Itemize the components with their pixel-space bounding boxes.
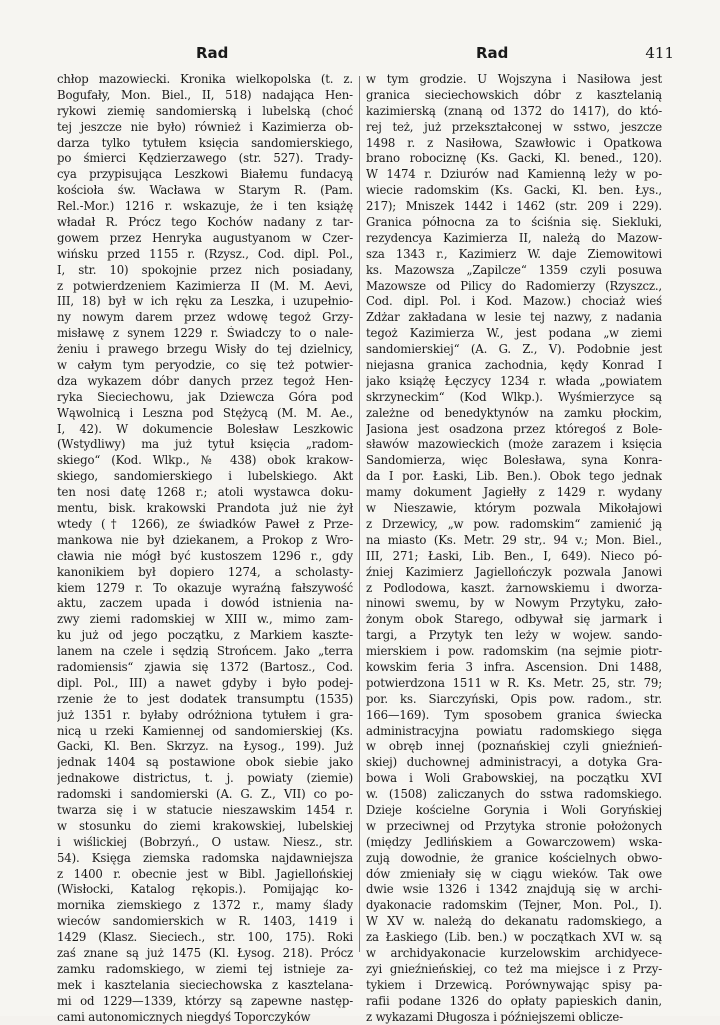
text-line: żonym obok Starego, odbywał się jarmark i [366,612,662,627]
text-line: skrzyneckim“ (Kod Wlkp.). Wyśmierzyce są [366,389,662,404]
text-line: sandomierskiej“ (A. G. Z., V). Podobnie jest [366,342,662,357]
text-line: I, str. 10) spokojnie przez nich posiadany, [57,262,353,277]
text-line: kanonikiem był dopiero 1274, a scholasty- [57,564,353,579]
text-line: 1429 (Klasz. Sieciech., str. 100, 175). Roki [57,930,353,945]
text-line: zaś znane są już 1475 (Kl. Łysog. 218). Prócz [57,945,353,960]
running-head-left: Rad [196,44,229,62]
text-line: kowskim feria 3 infra. Ascension. Dni 1488, [366,659,662,674]
column-divider [359,76,360,952]
text-line: w tym grodzie. U Wojszyna i Nasiłowa jest [366,72,662,86]
text-line: już 1351 r. byłaby odróżniona tytułem i gra- [57,707,353,722]
page-number: 411 [645,44,674,62]
text-line: Rel.-Mor.) 1216 r. wskazuje, że i ten książę [57,199,353,214]
text-line: Zdżar zakładana w lesie tej nazwy, z nadania [366,310,662,325]
text-line: w przeciwnej od Przytyka stronie położonych [366,818,662,833]
text-line: skiego, sandomierskiego i lubelskiego. Akt [57,469,353,484]
text-line: lanem na czele i sędzią Strońcem. Jako „terra [57,644,353,659]
text-line: 217); Mniszek 1442 i 1462 (str. 209 i 229). [366,199,662,214]
text-line: mi od 1229—1339, którzy są zapewne następ- [57,993,353,1008]
text-line: i wiślickiej (Bobrzyń., O ustaw. Niesz., str. [57,834,353,849]
text-line: dza wykazem dóbr danych przez tegoż Hen- [57,373,353,388]
text-line: III, 271; Łaski, Lib. Ben., I, 649). Nieco pó- [366,548,662,563]
text-line: wtedy († 1266), ze świadków Paweł z Prze- [57,516,353,531]
text-line: (Wisłocki, Katalog rękopis.). Pomijając ko- [57,882,353,897]
text-line: targi, a Przytyk ten leży w wojew. sando- [366,628,662,643]
text-line: w obręb innej (poznańskiej czyli gnieźnień- [366,739,662,754]
text-line: 54). Księga ziemska radomska najdawniejsza [57,850,353,865]
text-line: w całym tym peryodzie, co się też potwier- [57,358,353,373]
text-line: mamy dokument Jagiełły z 1429 r. wydany [366,485,662,500]
text-line: twarza się i w statucie nieszawskim 1454 r. [57,802,353,817]
text-line: dwie wsie 1326 i 1342 znajdują się w archi- [366,882,662,897]
text-line: tykiem i Drzewicą. Porównywając spisy pa- [366,977,662,992]
text-line: W XV w. należą do dekanatu radomskiego, a [366,914,662,929]
text-line: kościoła św. Wacława w Starym R. (Pam. [57,183,353,198]
text-line: dyakonacie radomskim (Tejner, Mon. Pol., I). [366,898,662,913]
text-line: W 1474 r. Dziurów nad Kamienną leży w po- [366,167,662,182]
text-line: zamku radomskiego, w ziemi tej istnieje za- [57,961,353,976]
text-line: gowem przez Henryka augustyanom w Czer- [57,230,353,245]
text-line: rezydencya Kazimierza II, należą do Mazow- [366,230,662,245]
text-line: misławę z synem 1229 r. Świadczy to o nale- [57,326,353,341]
text-line: aktu, zaczem upada i dowód istnienia na- [57,596,353,611]
text-line: radomski i sandomierski (A. G. Z., VII) co po- [57,787,353,802]
text-line: ny nowym darem przez wdowę tegoż Grzy- [57,310,353,325]
text-line: sza 1343 r., Kazimierz W. daje Ziemowitowi [366,246,662,261]
text-line: skiego“ (Kod. Wlkp., № 438) obok krakow- [57,453,353,468]
text-line: Wąwolnicą i Leszna pod Stężycą (M. M. Ae., [57,405,353,420]
text-line: cya przypisująca Leszkowi Białemu fundacyą [57,167,353,182]
text-line: granica sieciechowskich dóbr z kasztelanią [366,87,662,102]
text-line: zależne od benedyktynów na zamku płockim, [366,405,662,420]
text-line: wiecie radomskim (Ks. Gacki, Kl. ben. Łys., [366,183,662,198]
text-line: rykowi ziemię sandomierską i lubelską (choć [57,103,353,118]
text-line: mierskiem i pow. radomskim (na sejmie piotr- [366,644,662,659]
text-line: dów zmieniały się w ciągu wieków. Tak owe [366,866,662,881]
text-line: władał R. Prócz tego Kochów nadany z tar- [57,215,353,230]
text-line: potwierdzona 1511 w R. Ks. Metr. 25, str. 79; [366,675,662,690]
text-line: zują dowodnie, że granice kościelnych obwo- [366,850,662,865]
text-line: III, 18) był w ich ręku za Leszka, i uzupełnio- [57,294,353,309]
text-line: bowa i Woli Grabowskiej, na początku XVI [366,771,662,786]
left-column [57,72,353,1025]
text-line: rzenie że to jest dodatek transumptu (1535) [57,691,353,706]
text-line: kiem 1279 r. To okazuje wyraźną fałszywość [57,580,353,595]
text-line: rafii podane 1326 do opłaty papieskich danin, [366,993,662,1008]
text-line: 1498 r. z Nasiłowa, Szawłowic i Opatkowa [366,135,662,150]
text-line: niejasna granica zachodnia, kędy Konrad I [366,358,662,373]
text-line: ten nosi datę 1268 r.; atoli wystawca doku- [57,485,353,500]
text-line: jednak 1404 są postawione obok siebie jako [57,755,353,770]
text-line: tej jeszcze nie było) również i Kazimierza ob- [57,119,353,134]
text-line: Cod. dipl. Pol. i Kod. Mazow.) chociaż wieś [366,294,662,309]
right-column [366,72,662,1025]
text-line: żeniu i prawego brzegu Wisły do tej dzielnicy, [57,342,353,357]
text-line: mornika ziemskiego z 1372 r., mamy ślady [57,898,353,913]
text-line: da I por. Łaski, Lib. Ben.). Obok tego jednak [366,469,662,484]
text-line: w archidyakonacie kurzelowskim archidyece- [366,945,662,960]
text-line: cławia nie mógł być kustoszem 1296 r., gdy [57,548,353,563]
text-line: Gacki, Kl. Ben. Skrzyz. na Łysog., 199). Już [57,739,353,754]
text-line: mentu, bisk. krakowski Prandota już nie żył [57,501,353,516]
text-line: ryka Sieciechowu, jak Dziewcza Góra pod [57,389,353,404]
text-line: sławów mazowieckich (może zarazem i księcia [366,437,662,452]
text-line: dipl. Pol., III) a nawet gdyby i było podej- [57,675,353,690]
text-line: Mazowsze od Pilicy do Radomierzy (Rzyszcz., [366,278,662,293]
text-line: 166—169). Tym sposobem granica świecka [366,707,662,722]
text-line: Jasiona jest osadzona przez któregoś z Bole- [366,421,662,436]
text-line: w Nieszawie, którym pozwala Mikołajowi [366,501,662,516]
text-line: Granica północna za to ściśnia się. Siekluki, [366,215,662,230]
text-line: ku już od jego początku, z Markiem kaszte- [57,628,353,643]
text-line: skiej) duchownej administracyi, a dotyka Gra- [366,755,662,770]
text-line: jako książę Łęczycy 1234 r. włada „powiatem [366,373,662,388]
text-line: kazimierską (znaną od 1372 do 1417), do któ- [366,103,662,118]
text-line: źniej Kazimierz Jagiellończyk pozwala Janowi [366,564,662,579]
text-line: Bogufały, Mon. Biel., II, 518) nadająca Hen- [57,87,353,102]
text-line: chłop mazowiecki. Kronika wielkopolska (t. z. [57,72,353,86]
text-line: Sandomierza, więc Bolesława, syna Konra- [366,453,662,468]
text-line: z potwierdzeniem Kazimierza II (M. M. Aevi, [57,278,353,293]
text-line: na miasto (Ks. Metr. 29 str,. 94 v.; Mon. Biel., [366,532,662,547]
text-line: administracyjna powiatu radomskiego sięga [366,723,662,738]
text-line: (między Jedlińskiem a Gowarczowem) wska- [366,834,662,849]
text-line: brano robociznę (Ks. Gacki, Kl. bened., 120). [366,151,662,166]
text-line: por. ks. Siarczyński, Opis pow. radom., str. [366,691,662,706]
text-line: rej też, już przekształconej w sstwo, jeszcze [366,119,662,134]
text-line: darza tylko tytułem księcia sandomierskiego, [57,135,353,150]
text-line: mek i kasztelania sieciechowska z kasztelana- [57,977,353,992]
text-line: Dzieje kościelne Gorynia i Woli Goryńskiej [366,802,662,817]
text-line: z wykazami Długosza i późniejszemi oblicze- [366,1009,623,1024]
text-line: I, 42). W dokumencie Bolesław Leszkowic [57,421,353,436]
text-line: z 1400 r. obecnie jest w Bibl. Jagiellońskiej [57,866,353,881]
text-line: zwy ziemi radomskiej w XIII w., mimo zam- [57,612,353,627]
text-line: wińsku przed 1155 r. (Rzysz., Cod. dipl. Pol., [57,246,353,261]
text-line: jednakowe districtus, t. j. powiaty (ziemie) [57,771,353,786]
text-line: nicą u rzeki Kamiennej od sandomierskiej (Ks. [57,723,353,738]
running-head-center: Rad [476,44,509,62]
text-line: po śmierci Kędzierzawego (str. 527). Trady- [57,151,353,166]
text-line: mankowa nie był dziekanem, a Prokop z Wro- [57,532,353,547]
text-line: w. (1508) zaliczanych do sstwa radomskiego. [366,787,662,802]
text-line: tegoż Kazimierza W., jest podana „w ziemi [366,326,662,341]
text-line: (Wstydliwy) ma już tytuł księcia „radom- [57,437,353,452]
text-line: wieców sandomierskich w R. 1403, 1419 i [57,914,353,929]
text-line: za Łaskiego (Lib. ben.) w początkach XVI w. są [366,930,662,945]
text-line: w stosunku do ziemi krakowskiej, lubelskiej [57,818,353,833]
text-line: z Drzewicy, „w pow. radomskim“ zamienić ją [366,516,662,531]
text-line: z Podlodowa, kaszt. żarnowskiemu i dworza- [366,580,662,595]
text-line: zyi gnieźnieńskiej, co też ma miejsce i z Przy- [366,961,662,976]
text-line: radomiensis“ zjawia się 1372 (Bartosz., Cod. [57,659,353,674]
page-header [56,44,680,66]
text-line: ninowi swemu, by w Nowym Przytyku, zało- [366,596,662,611]
text-line: ks. Mazowsza „Zapilcze“ 1359 czyli posuwa [366,262,662,277]
text-line: cami autonomicznych niegdyś Toporczyków [57,1009,311,1024]
